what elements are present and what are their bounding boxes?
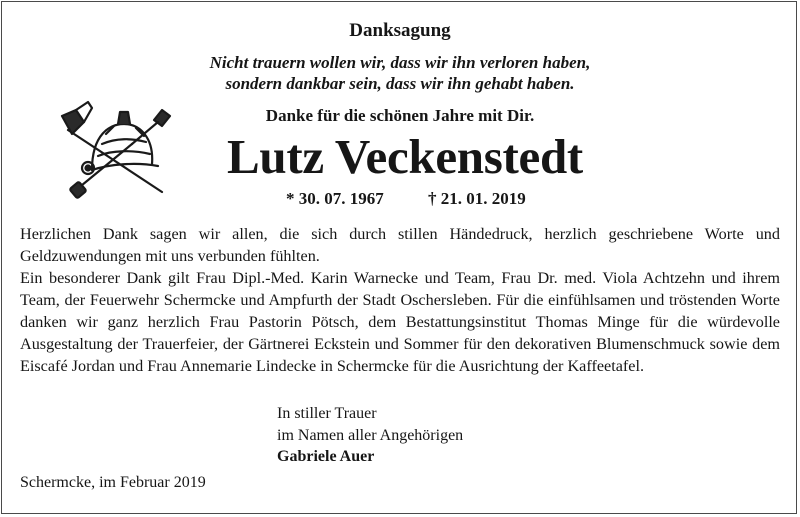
- quote-line-1: Nicht trauern wollen wir, dass wir ihn verloren haben,: [209, 53, 591, 72]
- birth-date: * 30. 07. 1967: [286, 189, 384, 208]
- closing-line-1: In stiller Trauer: [277, 405, 377, 422]
- closing-line-2: im Namen aller Angehörigen: [277, 426, 464, 444]
- quote-line-2: sondern dankbar sein, dass wir ihn gehabt haben.: [225, 74, 575, 93]
- signature-block: [277, 403, 463, 468]
- thanks-line: Danke für die schönen Jahre mit Dir.: [265, 106, 535, 125]
- deceased-name: Lutz Veckenstedt: [227, 129, 583, 184]
- notice-heading: Danksagung: [349, 20, 451, 41]
- thank-you-text: [20, 223, 780, 377]
- death-date: † 21. 01. 2019: [428, 189, 526, 208]
- life-dates: [286, 189, 526, 209]
- thanks-paragraph-1: Herzlichen Dank sagen wir allen, die sich durch stillen Händedruck, herzlich geschriebene Worte und Geldzuwendungen mit uns verbunden fühlten.: [20, 225, 780, 265]
- signer-name: Gabriele Auer: [277, 448, 375, 465]
- memorial-quote: [0, 52, 800, 94]
- place-and-date: Schermcke, im Februar 2019: [20, 474, 206, 491]
- thanks-paragraph-2: Ein besonderer Dank gilt Frau Dipl.-Med. Karin Warnecke und Team, Frau Dr. med. Viola Achtzehn und ihrem Team, der Feuerwehr Schermcke und Ampfurth der Stadt Oschersleben. Für die einfühlsamen und tröstenden Worte danken wir ganz herzlich Frau Pastorin Pötsch, dem Bestattungsinstitut Thomas Minge für die würdevolle Ausgestaltung der Trauerfeier, der Gärtnerei Eckstein und Sommer für den dekorativen Blumenschmuck sowie dem Eiscafé Jordan und Frau Annemarie Lindecke in Schermcke für die Ausrichtung der Kaffeetafel.: [20, 269, 780, 375]
